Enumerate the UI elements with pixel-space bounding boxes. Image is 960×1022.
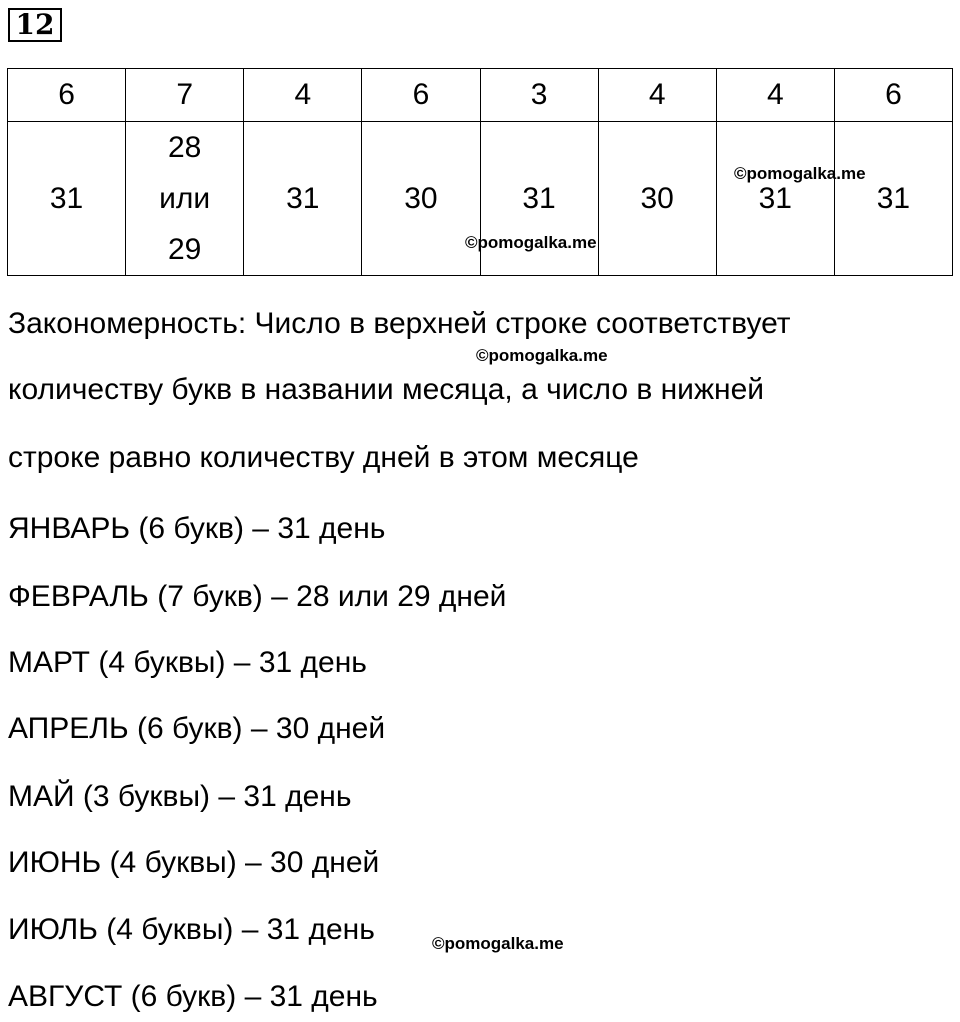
table-cell: 30 bbox=[598, 122, 716, 276]
table-cell: 31 bbox=[834, 122, 952, 276]
month-line: МАЙ (3 буквы) – 31 день bbox=[8, 780, 352, 813]
table-cell: 31 bbox=[480, 122, 598, 276]
month-line: ФЕВРАЛЬ (7 букв) – 28 или 29 дней bbox=[8, 580, 507, 613]
cell-line: 29 bbox=[168, 233, 202, 266]
table-cell: 31 bbox=[244, 122, 362, 276]
table-cell: 6 bbox=[834, 69, 952, 122]
explanation-line: Закономерность: Число в верхней строке соответствует bbox=[8, 307, 791, 340]
watermark: ©pomogalka.me bbox=[432, 934, 564, 953]
explanation-line: количеству букв в названии месяца, а число в нижней bbox=[8, 373, 765, 406]
table-row-letters bbox=[8, 69, 953, 122]
month-line: ИЮЛЬ (4 буквы) – 31 день bbox=[8, 913, 375, 946]
table-cell: 30 bbox=[362, 122, 480, 276]
table-cell: 3 bbox=[480, 69, 598, 122]
month-line: ЯНВАРЬ (6 букв) – 31 день bbox=[8, 512, 386, 545]
cell-line: или bbox=[159, 182, 211, 215]
table-cell: 6 bbox=[362, 69, 480, 122]
task-number: 12 bbox=[8, 8, 62, 42]
table-cell: 4 bbox=[244, 69, 362, 122]
table-cell: 7 bbox=[126, 69, 244, 122]
table-cell: 31 bbox=[716, 122, 834, 276]
table-cell bbox=[126, 122, 244, 276]
watermark: ©pomogalka.me bbox=[734, 164, 866, 183]
watermark: ©pomogalka.me bbox=[465, 233, 597, 252]
table-cell: 6 bbox=[8, 69, 126, 122]
table-cell: 4 bbox=[716, 69, 834, 122]
cell-line: 28 bbox=[168, 131, 202, 164]
month-line: АВГУСТ (6 букв) – 31 день bbox=[8, 980, 378, 1013]
explanation-line: строке равно количеству дней в этом месяце bbox=[8, 441, 639, 474]
month-line: АПРЕЛЬ (6 букв) – 30 дней bbox=[8, 712, 386, 745]
watermark: ©pomogalka.me bbox=[476, 346, 608, 365]
month-line: ИЮНЬ (4 буквы) – 30 дней bbox=[8, 846, 380, 879]
month-line: МАРТ (4 буквы) – 31 день bbox=[8, 646, 367, 679]
table-cell: 31 bbox=[8, 122, 126, 276]
table-cell: 4 bbox=[598, 69, 716, 122]
